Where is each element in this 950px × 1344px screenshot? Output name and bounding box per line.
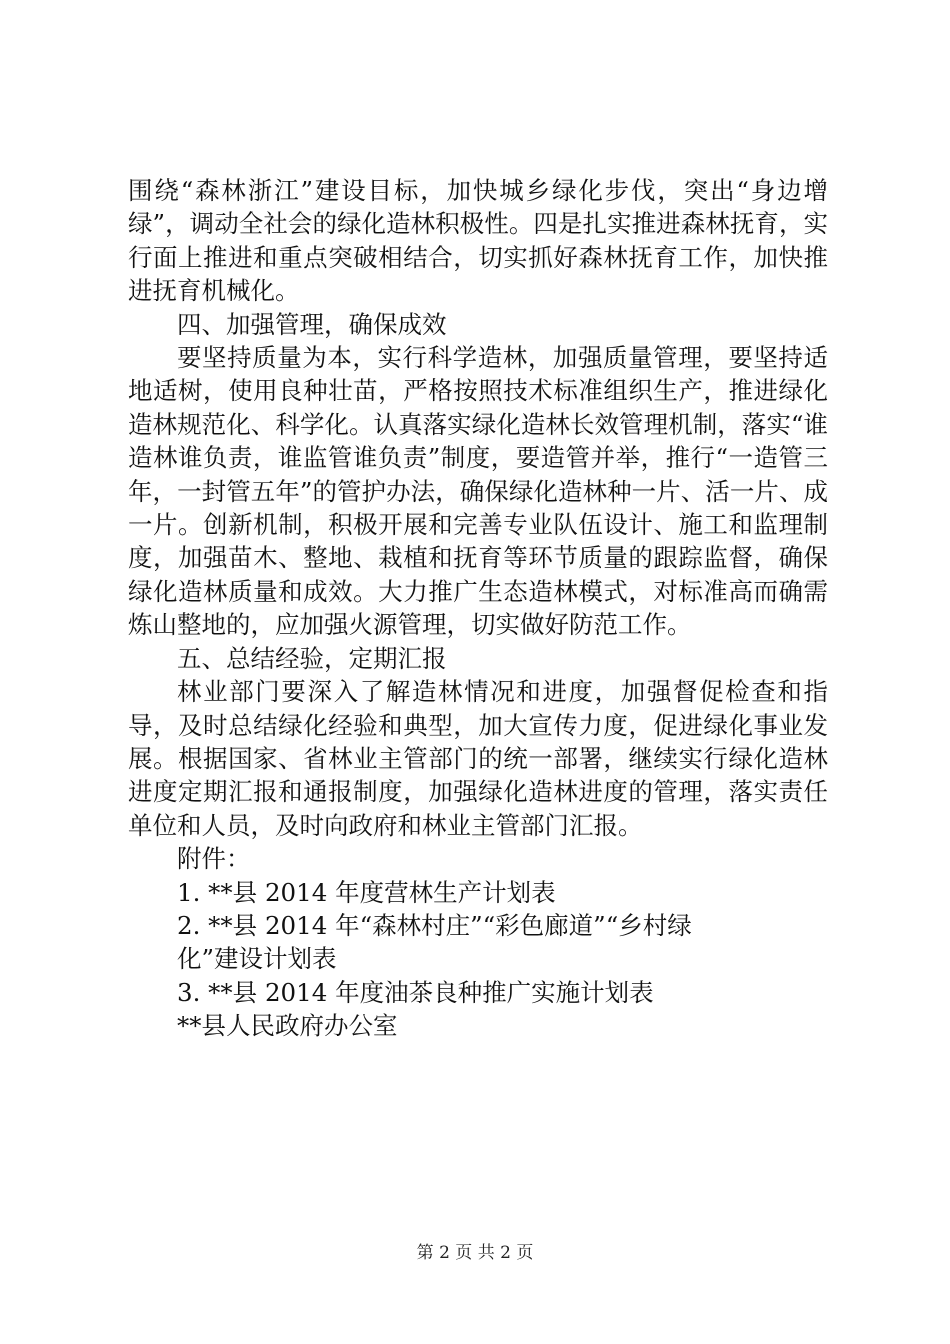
attachment-item-2-line-2: 化”建设计划表 — [177, 944, 337, 974]
attachment-item-3: 3. **县 2014 年度油茶良种推广实施计划表 — [177, 977, 654, 1007]
page-footer — [0, 1242, 950, 1264]
section-5-heading: 五、总结经验，定期汇报 — [177, 643, 447, 673]
page-number: 第 2 页 共 2 页 — [416, 1243, 534, 1263]
attachment-item-2-line-1: 2. **县 2014 年“森林村庄”“彩色廊道”“乡村绿 — [177, 910, 692, 940]
attachments-label: 附件： — [177, 844, 251, 874]
document-body — [128, 174, 828, 1043]
section-5-paragraph: 林业部门要深入了解造林情况和进度，加强督促检查和指导，及时总结绿化经验和典型，加大宣传力度，促进绿化事业发展。根据国家、省林业主管部门的统一部署，继续实行绿化造林进度定期汇报和通报制度，加强绿化造林进度的管理，落实责任单位和人员，及时向政府和林业主管部门汇报。 — [128, 677, 828, 840]
issuer-signature: **县人民政府办公室 — [177, 1011, 398, 1041]
section-4-heading: 四、加强管理，确保成效 — [177, 309, 447, 339]
section-4-paragraph: 要坚持质量为本，实行科学造林，加强质量管理，要坚持适地适树，使用良种壮苗，严格按照技术标准组织生产，推进绿化造林规范化、科学化。认真落实绿化造林长效管理机制，落实“谁造林谁负责，谁监管谁负责”制度，要造管并举，推行“一造管三年，一封管五年”的管护办法，确保绿化造林种一片、活一片、成一片。创新机制，积极开展和完善专业队伍设计、施工和监理制度，加强苗木、整地、栽植和抚育等环节质量的跟踪监督，确保绿化造林质量和成效。大力推广生态造林模式，对标准高而确需炼山整地的，应加强火源管理，切实做好防范工作。 — [128, 343, 828, 640]
attachment-item-1: 1. **县 2014 年度营林生产计划表 — [177, 877, 556, 907]
continued-paragraph: 围绕“森林浙江”建设目标，加快城乡绿化步伐，突出“身边增绿”，调动全社会的绿化造林积极性。四是扎实推进森林抚育，实行面上推进和重点突破相结合，切实抓好森林抚育工作，加快推进抚育机械化。 — [128, 176, 828, 306]
